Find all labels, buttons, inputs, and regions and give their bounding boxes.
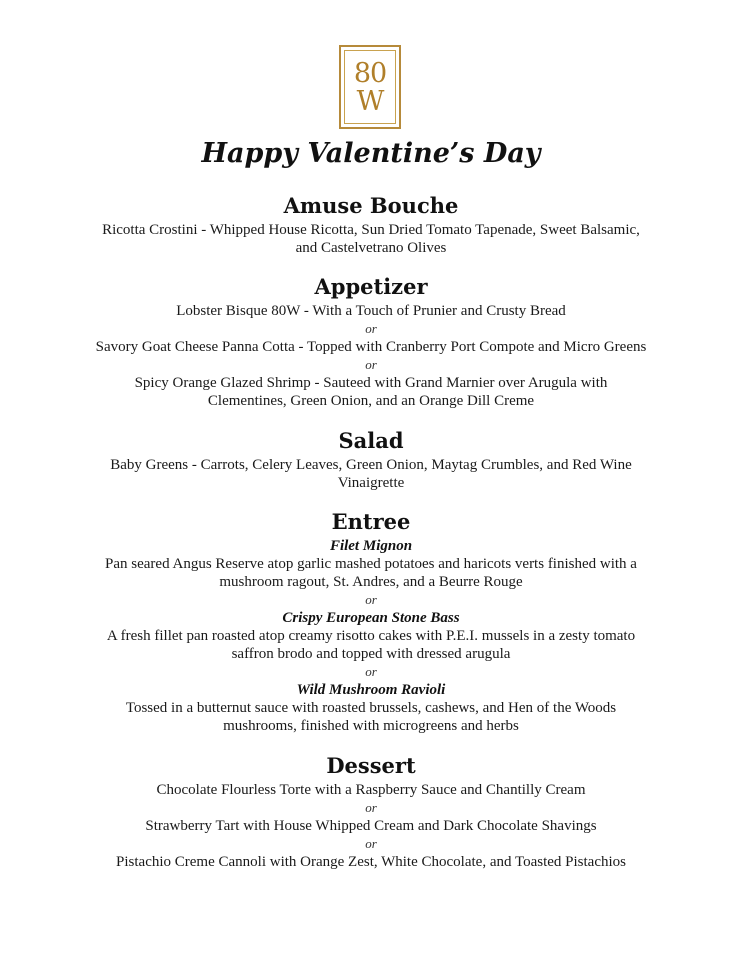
section-dessert [20,753,722,871]
logo-text-line2: W [356,85,384,117]
restaurant-logo [339,45,401,129]
or-separator: or [365,836,377,851]
section-entree [20,509,722,735]
or-separator: or [365,357,377,372]
dessert-item-cannoli: Pistachio Creme Cannoli with Orange Zest, White Chocolate, and Toasted Pistachios [116,854,626,870]
or-separator: or [365,800,377,815]
salad-desc-line2: Vinaigrette [337,475,405,491]
section-heading-amuse-bouche: Amuse Bouche [283,193,459,218]
section-appetizer [20,274,722,410]
entree-filet-line1: Pan seared Angus Reserve atop garlic mashed potatoes and haricots verts finished with a [105,556,637,572]
salad-desc-line1: Baby Greens - Carrots, Celery Leaves, Green Onion, Maytag Crumbles, and Red Wine [110,457,632,473]
appetizer-item-shrimp-line1: Spicy Orange Glazed Shrimp - Sauteed with Grand Marnier over Arugula with [134,375,608,391]
entree-name-filet-mignon: Filet Mignon [329,538,413,554]
entree-bass-line1: A fresh fillet pan roasted atop creamy risotto cakes with P.E.I. mussels in a zesty tomato [106,628,636,644]
section-amuse-bouche [20,193,722,257]
dessert-item-tart: Strawberry Tart with House Whipped Cream and Dark Chocolate Shavings [145,818,597,834]
or-separator: or [365,321,377,336]
page-title: Happy Valentine’s Day [201,138,541,169]
entree-ravioli-line2: mushrooms, finished with microgreens and herbs [223,718,519,734]
entree-name-stone-bass: Crispy European Stone Bass [282,610,460,626]
section-heading-salad: Salad [338,428,404,453]
dessert-item-torte: Chocolate Flourless Torte with a Raspberry Sauce and Chantilly Cream [156,782,586,798]
logo-inner-frame [344,50,396,124]
logo-text-line1: 80 [353,57,387,89]
section-heading-dessert: Dessert [326,753,416,778]
or-separator: or [365,592,377,607]
section-heading-appetizer: Appetizer [314,274,428,299]
section-heading-entree: Entree [331,509,411,534]
entree-name-ravioli: Wild Mushroom Ravioli [296,682,446,698]
amuse-desc-line2: and Castelvetrano Olives [295,240,447,256]
or-separator: or [365,664,377,679]
appetizer-item-panna-cotta: Savory Goat Cheese Panna Cotta - Topped with Cranberry Port Compote and Micro Greens [95,339,647,355]
appetizer-item-shrimp-line2: Clementines, Green Onion, and an Orange Dill Creme [207,393,535,409]
entree-ravioli-line1: Tossed in a butternut sauce with roasted brussels, cashews, and Hen of the Woods [125,700,617,716]
appetizer-item-lobster-bisque: Lobster Bisque 80W - With a Touch of Prunier and Crusty Bread [176,303,566,319]
entree-filet-line2: mushroom ragout, St. Andres, and a Beurre Rouge [219,574,523,590]
section-salad [20,428,722,492]
amuse-desc-line1: Ricotta Crostini - Whipped House Ricotta, Sun Dried Tomato Tapenade, Sweet Balsamic, [102,222,640,238]
entree-bass-line2: saffron brodo and topped with dressed arugula [231,646,511,662]
